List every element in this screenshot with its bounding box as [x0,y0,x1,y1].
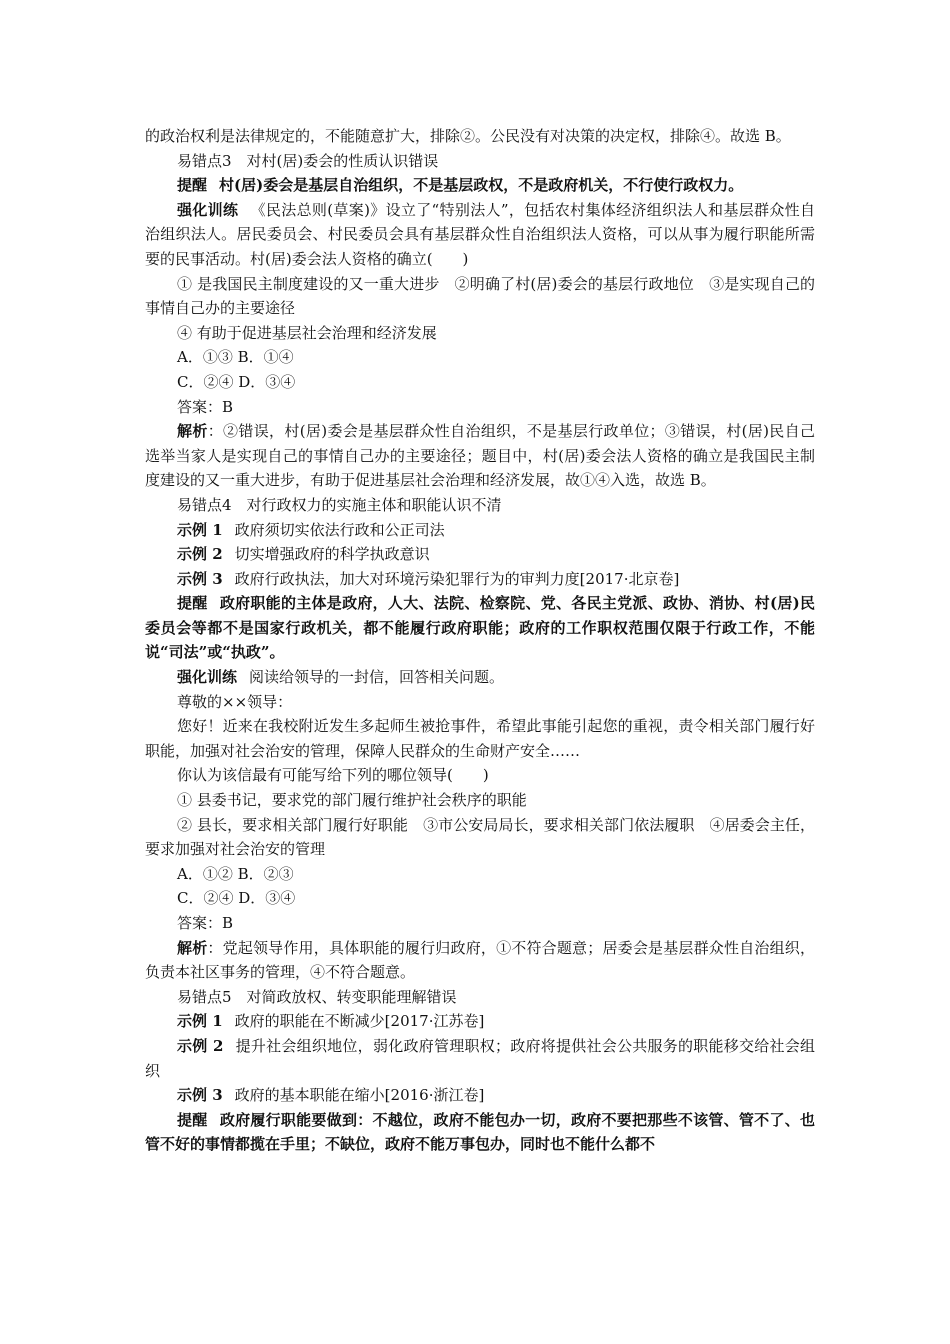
question-3-choice-ab: A．①③ B．①④ [177,348,294,367]
question-4-answer: 答案：B [177,914,234,932]
reminder-label: 提醒 [177,594,208,613]
error-point-3-heading: 易错点3 对村(居)委会的性质认识错误 [177,151,439,170]
question-4-stem: 你认为该信最有可能写给下列的哪位领导( ) [177,766,489,785]
reminder-text: 村(居)委会是基层自治组织，不是基层政权，不是政府机关，不行使行政权力。 [219,176,744,195]
question-4-choice-ab: A．①② B．②③ [177,864,294,883]
question-3-options-1: ① 是我国民主制度建设的又一重大进步 ②明确了村(居)委会的基层行政地位 ③是实现自己的事情自己办的主要途径 [145,274,815,318]
example-text: 提升社会组织地位，弱化政府管理职权；政府将提供社会公共服务的职能移交给社会组织 [145,1036,815,1080]
reminder-5 [145,1108,815,1157]
reminder-3 [145,173,815,198]
question-4-options-2: ② 县长，要求相关部门履行好职能 ③市公安局局长，要求相关部门依法履职 ④居委会主任，要求加强对社会治安的管理 [145,815,815,859]
example-text: 政府的基本职能在缩小[2016·浙江卷] [234,1086,485,1105]
example-label: 示例 3 [177,569,223,588]
question-4-analysis [145,936,815,985]
analysis-label: 解析 [177,938,208,957]
error-point-5-heading: 易错点5 对简政放权、转变职能理解错误 [177,987,457,1006]
question-4-options-1: ① 县委书记，要求党的部门履行维护社会秩序的职能 [177,791,527,810]
document-page [145,124,815,1157]
example-text: 切实增强政府的科学执政意识 [234,545,430,564]
question-3-answer: 答案：B [177,397,234,416]
reminder-4 [145,591,815,665]
example-4-3 [145,567,815,592]
error-point-4-heading: 易错点4 对行政权力的实施主体和职能认识不清 [177,495,502,514]
letter-body: 您好！近来在我校附近发生多起师生被抢事件，希望此事能引起您的重视，责令相关部门履行好职能，加强对社会治安的管理，保障人民群众的生命财产安全…… [145,717,815,760]
example-text: 政府须切实依法行政和公正司法 [234,520,445,539]
example-label: 示例 2 [177,1036,224,1055]
example-5-3 [145,1083,815,1108]
paragraph-continued: 的政治权利是法律规定的，不能随意扩大，排除②。公民没有对决策的决定权，排除④。故选 B。 [145,127,791,145]
reminder-text: 政府履行职能要做到：不越位，政府不能包办一切，政府不要把那些不该管、管不了、也管不好的事情都揽在手里；不缺位，政府不能万事包办，同时也不能什么都不 [145,1110,815,1154]
example-label: 示例 1 [177,520,223,539]
example-4-2 [145,542,815,567]
training-text: 《民法总则(草案)》设立了“特别法人”，包括农村集体经济组织法人和基层群众性自治组织法人。居民委员会、村民委员会具有基层群众性自治组织法人资格，可以从事为履行职能所需要的民事活动。村(居)委会法人资格的确立( ) [145,200,815,268]
analysis-label: 解析 [177,422,208,441]
reminder-label: 提醒 [177,176,208,195]
question-4-choice-cd: C．②④ D．③④ [177,889,296,908]
training-3 [145,198,815,272]
question-3-analysis [145,419,815,493]
example-label: 示例 2 [177,545,223,564]
analysis-text: ：党起领导作用，具体职能的履行归政府，①不符合题意；居委会是基层群众性自治组织，负责本社区事务的管理，④不符合题意。 [145,938,815,982]
example-text: 政府行政执法，加大对环境污染犯罪行为的审判力度[2017·北京卷] [234,569,680,588]
example-label: 示例 3 [177,1086,223,1105]
example-label: 示例 1 [177,1012,223,1031]
example-4-1 [145,518,815,543]
reminder-label: 提醒 [177,1110,208,1129]
training-4 [145,665,815,690]
question-3-choice-cd: C．②④ D．③④ [177,372,296,391]
question-3-options-2: ④ 有助于促进基层社会治理和经济发展 [177,323,437,342]
reminder-text: 政府职能的主体是政府，人大、法院、检察院、党、各民主党派、政协、消协、村(居)民委员会等都不是国家行政机关，都不能履行政府职能；政府的工作职权范围仅限于行政工作，不能说“司法”或“执政”。 [145,594,815,662]
example-5-2 [145,1034,815,1083]
example-text: 政府的职能在不断减少[2017·江苏卷] [234,1012,485,1031]
letter-salutation: 尊敬的××领导： [177,692,293,711]
analysis-text: ：②错误，村(居)委会是基层群众性自治组织，不是基层行政单位；③错误，村(居)民自己选举当家人是实现自己的事情自己办的主要途径；题目中，村(居)委会法人资格的确立是我国民主制度建设的又一重大进步，有助于促进基层社会治理和经济发展，故①④入选，故选 B。 [145,422,815,490]
training-label: 强化训练 [177,668,238,687]
training-label: 强化训练 [177,200,239,219]
example-5-1 [145,1009,815,1034]
training-text: 阅读给领导的一封信，回答相关问题。 [249,668,505,687]
